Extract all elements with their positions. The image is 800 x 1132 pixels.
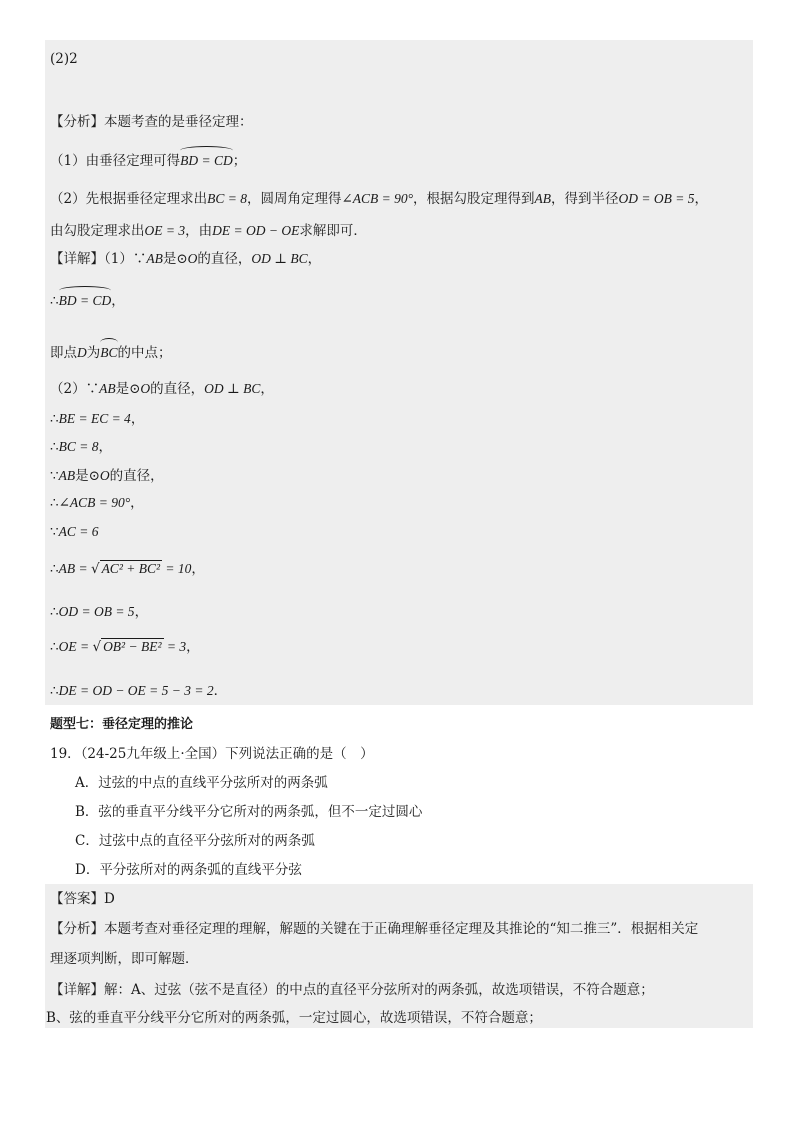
analysis-line-2: （2）先根据垂径定理求出BC = 8，圆周角定理得∠ACB = 90°，根据勾股定理得到AB，得到半径OD = OB = 5， bbox=[50, 191, 709, 207]
solution-block-background bbox=[45, 40, 753, 705]
detail-para-line-2: B、弦的垂直平分线平分它所对的两条弧，一定过圆心，故选项错误，不符合题意； bbox=[46, 1010, 542, 1026]
question-text: 下列说法正确的是（ ） bbox=[225, 746, 374, 762]
detail-line-1: 【详解】（1）∵AB是⊙O的直径，OD ⊥ BC， bbox=[50, 251, 322, 267]
part-label: (2)2 bbox=[50, 51, 78, 67]
arc-equation: BD = CD bbox=[180, 148, 233, 170]
step-line-1: （2）∵AB是⊙O的直径，OD ⊥ BC， bbox=[50, 381, 274, 397]
step-line-5: ∴∠ACB = 90°， bbox=[50, 495, 144, 511]
detail-para-line-1: 【详解】解：A、过弦（弦不是直径）的中点的直径平分弦所对的两条弧，故选项错误，不符合题意； bbox=[50, 982, 654, 998]
section-title: 题型七：垂径定理的推论 bbox=[50, 717, 194, 732]
analysis-para-line-1: 【分析】本题考查对垂径定理的理解，解题的关键在于正确理解垂径定理及其推论的“知二推三”．根据相关定 bbox=[50, 921, 699, 937]
step-line-7: ∴AB = √ AC² + BC² = 10， bbox=[50, 561, 205, 577]
analysis-line-3: 由勾股定理求出OE = 3，由DE = OD − OE求解即可． bbox=[50, 223, 367, 239]
step-line-3: ∴BC = 8， bbox=[50, 439, 112, 455]
option-a: A．过弦的中点的直线平分弦所对的两条弧 bbox=[75, 775, 328, 791]
analysis-line-1: （1）由垂径定理可得BD = CD； bbox=[50, 148, 246, 170]
analysis-para-line-2: 理逐项判断，即可解题． bbox=[50, 951, 199, 967]
question-number: 19． bbox=[50, 746, 81, 762]
option-b: B．弦的垂直平分线平分它所对的两条弧，但不一定过圆心 bbox=[75, 804, 423, 820]
step-line-2: ∴BE = EC = 4， bbox=[50, 411, 145, 427]
answer-line: 【答案】D bbox=[50, 891, 115, 907]
sqrt-expression: OB² − BE² bbox=[103, 639, 162, 654]
detail-line-3: 即点D为BC的中点； bbox=[50, 340, 172, 362]
detail-line-2: ∴BD = CD， bbox=[50, 288, 125, 310]
question-source: （24-25九年级上·全国） bbox=[80, 746, 226, 762]
sqrt-expression: AC² + BC² bbox=[101, 561, 161, 576]
option-c: C．过弦中点的直径平分弦所对的两条弧 bbox=[75, 833, 315, 849]
option-d: D．平分弦所对的两条弧的直线平分弦 bbox=[75, 862, 302, 878]
step-line-9: ∴OE = √ OB² − BE² = 3， bbox=[50, 639, 200, 655]
step-line-6: ∵AC = 6 bbox=[50, 524, 99, 540]
step-line-10: ∴DE = OD − OE = 5 − 3 = 2． bbox=[50, 683, 228, 699]
analysis-heading: 【分析】本题考查的是垂径定理： bbox=[50, 114, 253, 130]
question-stem bbox=[50, 745, 374, 763]
step-line-4: ∵AB是⊙O的直径， bbox=[50, 468, 164, 484]
step-line-8: ∴OD = OB = 5， bbox=[50, 604, 149, 620]
